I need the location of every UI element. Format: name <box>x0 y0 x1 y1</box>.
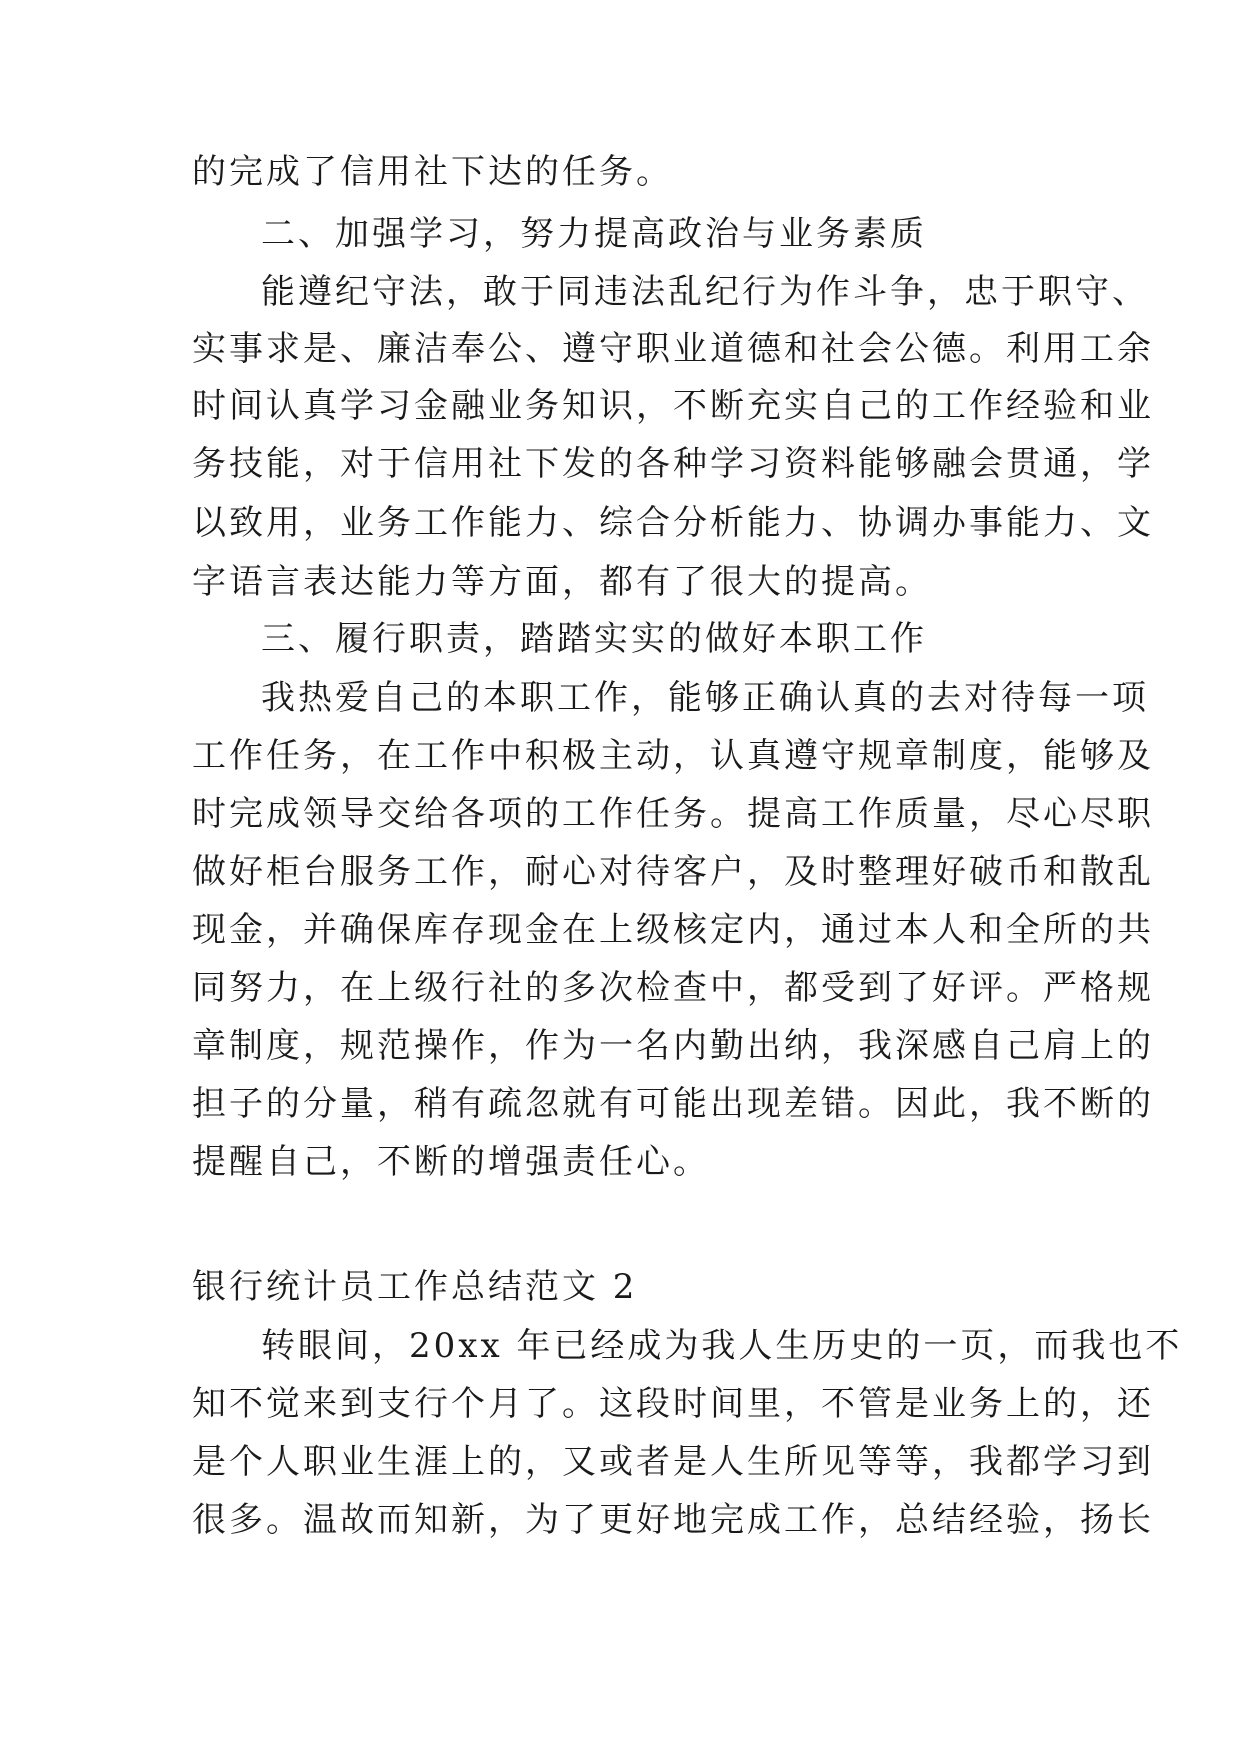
text-line: 同努力，在上级行社的多次检查中，都受到了好评。严格规 <box>192 968 1154 1008</box>
text-line: 章制度，规范操作，作为一名内勤出纳，我深感自己肩上的 <box>192 1026 1154 1066</box>
section-heading: 二、加强学习，努力提高政治与业务素质 <box>261 214 927 254</box>
section-heading: 三、履行职责，踏踏实实的做好本职工作 <box>261 619 927 659</box>
text-line: 是个人职业生涯上的，又或者是人生所见等等，我都学习到 <box>192 1442 1154 1482</box>
text-line: 很多。温故而知新，为了更好地完成工作，总结经验，扬长 <box>192 1500 1154 1540</box>
text-line: 的完成了信用社下达的任务。 <box>192 152 673 192</box>
text-line: 工作任务，在工作中积极主动，认真遵守规章制度，能够及 <box>192 736 1154 776</box>
text-line: 时间认真学习金融业务知识，不断充实自己的工作经验和业 <box>192 386 1154 426</box>
text-line: 实事求是、廉洁奉公、遵守职业道德和社会公德。利用工余 <box>192 329 1154 369</box>
text-line: 能遵纪守法，敢于同违法乱纪行为作斗争，忠于职守、 <box>261 272 1149 312</box>
text-line: 以致用，业务工作能力、综合分析能力、协调办事能力、文 <box>192 503 1154 543</box>
text-line: 提醒自己，不断的增强责任心。 <box>192 1142 710 1182</box>
document-title: 银行统计员工作总结范文 2 <box>192 1267 638 1307</box>
text-line: 时完成领导交给各项的工作任务。提高工作质量，尽心尽职 <box>192 794 1154 834</box>
text-line: 现金，并确保库存现金在上级核定内，通过本人和全所的共 <box>192 910 1154 950</box>
text-line: 转眼间，20xx 年已经成为我人生历史的一页，而我也不 <box>261 1326 1183 1366</box>
text-line: 务技能，对于信用社下发的各种学习资料能够融会贯通，学 <box>192 444 1154 484</box>
text-line: 担子的分量，稍有疏忽就有可能出现差错。因此，我不断的 <box>192 1084 1154 1124</box>
text-line: 我热爱自己的本职工作，能够正确认真的去对待每一项 <box>261 678 1149 718</box>
text-line: 知不觉来到支行个月了。这段时间里，不管是业务上的，还 <box>192 1384 1154 1424</box>
text-line: 字语言表达能力等方面，都有了很大的提高。 <box>192 562 932 602</box>
text-line: 做好柜台服务工作，耐心对待客户，及时整理好破币和散乱 <box>192 852 1154 892</box>
